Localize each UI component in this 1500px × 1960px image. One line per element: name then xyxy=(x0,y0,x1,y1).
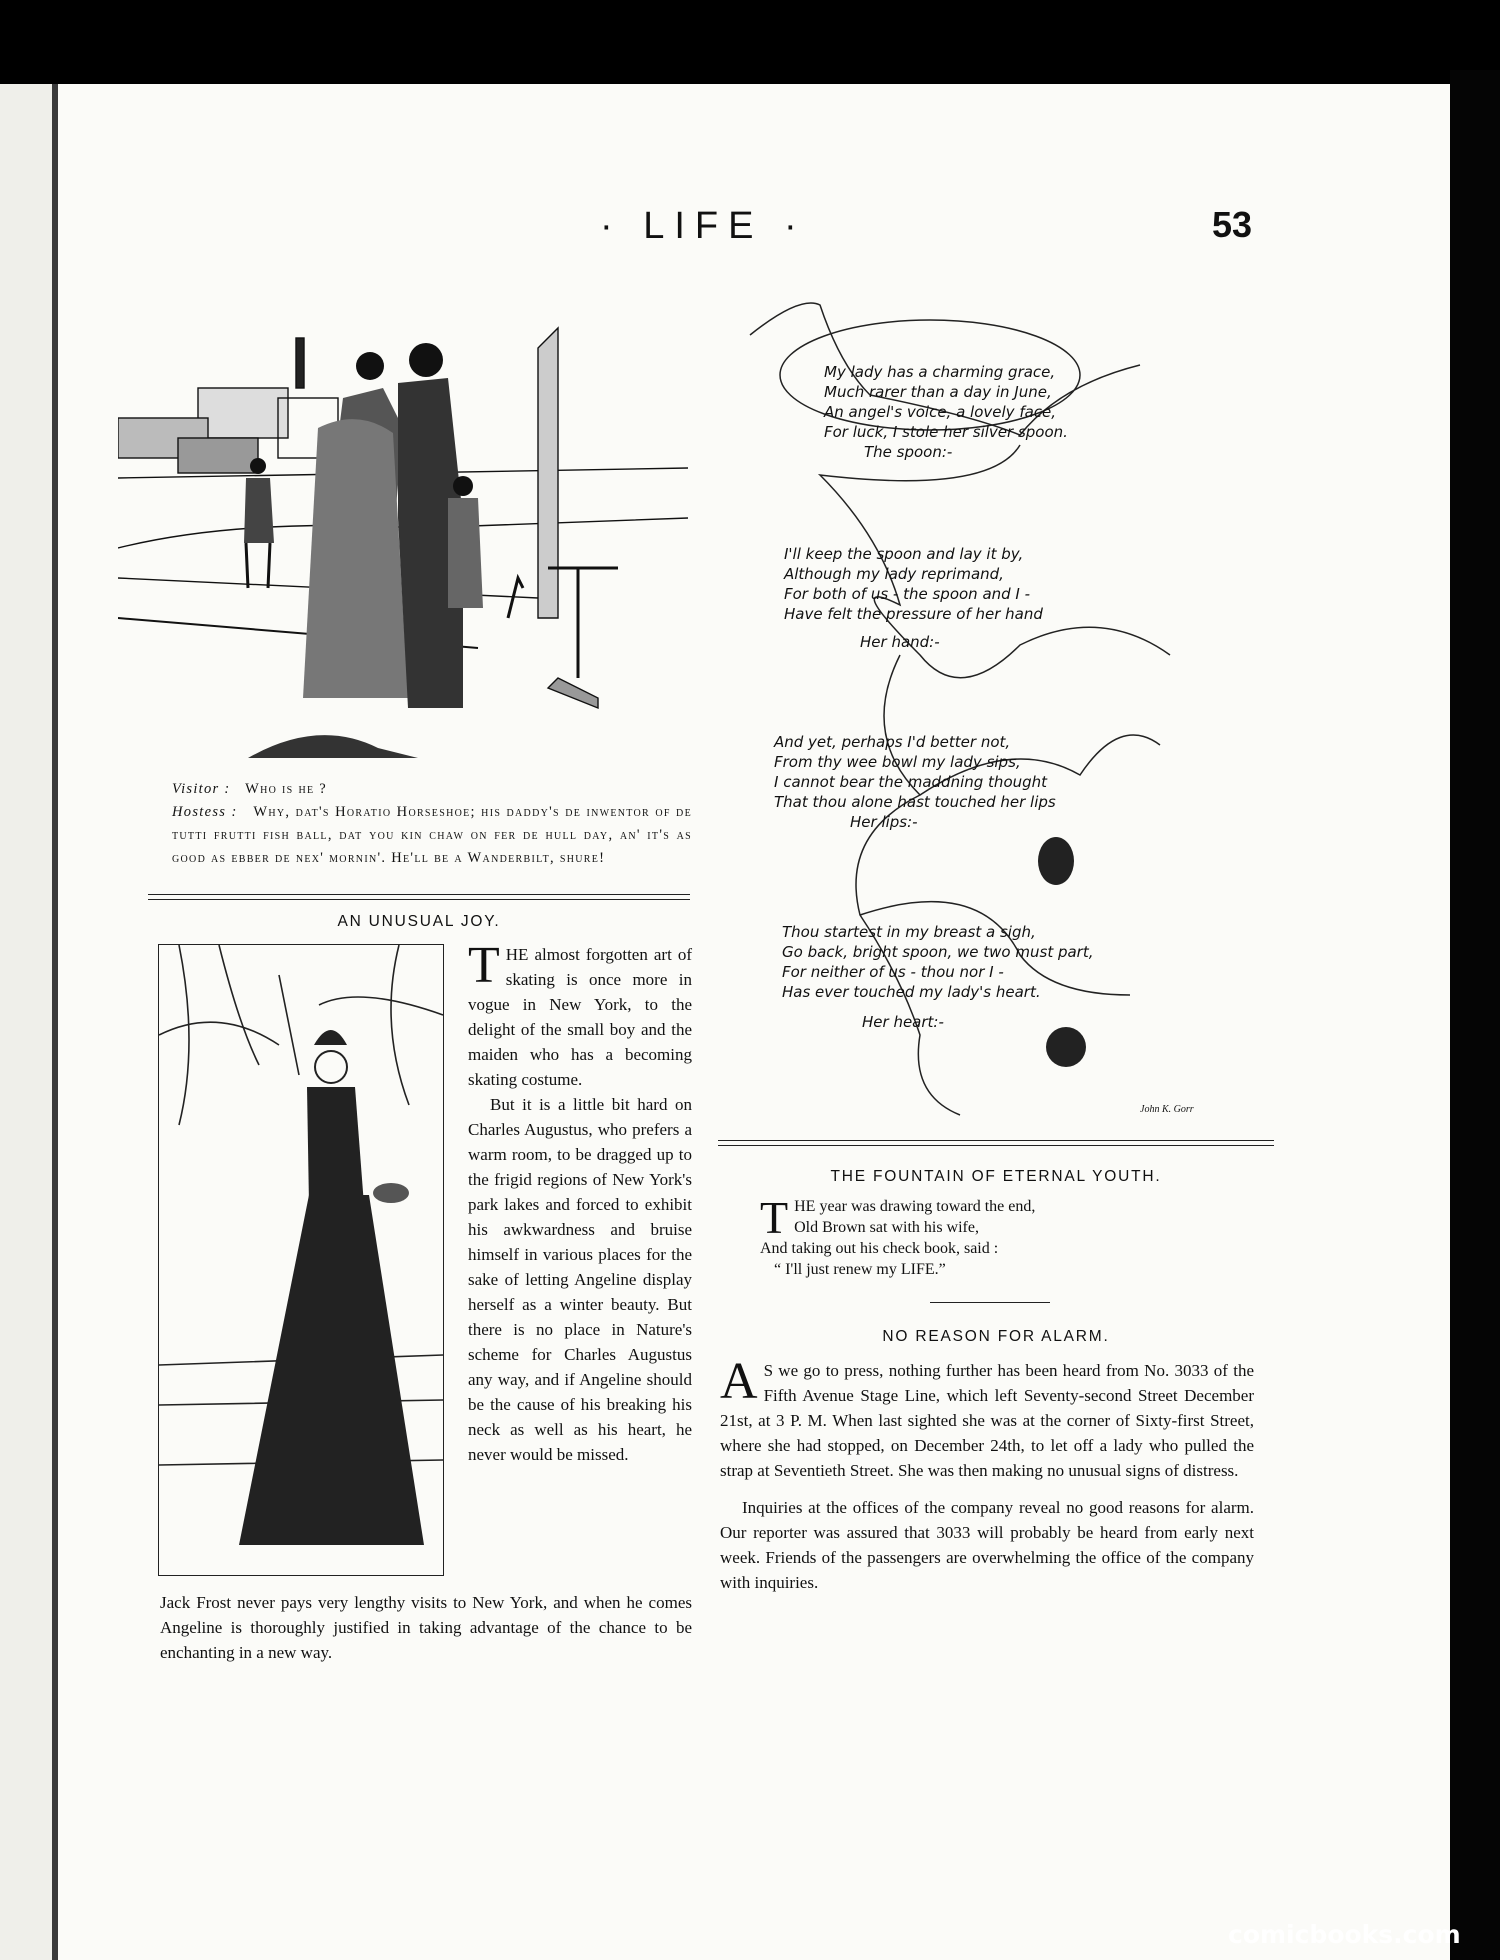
poem-stanza-3: And yet, perhaps I'd better not, From thy wee bowl my lady sips, I cannot bear the maddning thought That thou alone hast touched her lips Her lips:- xyxy=(774,733,1056,831)
hostess-text: Why, dat's Horatio Horseshoe; his daddy's de inwentor of de tutti frutti fish ball, dat you kin chaw on fer de hull day, an' it's as good as ebber de nex' mornin'. He'll be a Wanderbilt, shure! xyxy=(172,804,692,866)
fountain-line-4: “ I'll just renew my LIFE.” xyxy=(774,1261,946,1278)
cartoon-illustration-top xyxy=(118,318,690,766)
joy-paragraph-1: THE almost forgotten art of skating is once more in vogue in New York, to the delight of the small boy and the maiden who has a becoming skating costume. xyxy=(468,937,692,1089)
section-divider-small xyxy=(930,1302,1050,1303)
fountain-line-1: THE year was drawing toward the end, xyxy=(760,1192,1036,1243)
article-heading-joy: AN UNUSUAL JOY. xyxy=(337,913,501,930)
scan-border xyxy=(1450,70,1500,1960)
skating-illustration xyxy=(158,944,444,1576)
alarm-paragraph-2: Inquiries at the offices of the company reveal no good reasons for alarm. Our reporter was assured that 3033 will probably be heard from early next week. Friends of the passengers are overwhelming the office of the company with inquiries. xyxy=(720,1498,1254,1592)
masthead-title: · LIFE · xyxy=(600,205,807,247)
article-heading-fountain: THE FOUNTAIN OF ETERNAL YOUTH. xyxy=(830,1168,1162,1185)
fountain-verse xyxy=(760,1192,1190,1280)
caption-visitor-line xyxy=(172,778,692,801)
alarm-column-text xyxy=(720,1353,1254,1595)
poem-stanza-1: My lady has a charming grace, Much rarer than a day in June, An angel's voice, a lovely face, For luck, I stole her silver spoon. The spoon:- xyxy=(824,363,1068,461)
poem-stanza-4: Thou startest in my breast a sigh, Go back, bright spoon, we two must part, For neither of us - thou nor I - Has ever touched my lady's heart. Her heart:- xyxy=(782,923,1094,1031)
alarm-paragraph-1: A S we go to press, nothing further has been heard from No. 3033 of the Fifth Avenue Stage Line, which left Seventy-second Street December 21st, at 3 P. M. When last sighted she was at the corner of Sixty-first Street, where she had stopped, on December 24th, to let off a lady who pulled the strap at Seventieth Street. She was then making no unusual signs of distress. xyxy=(720,1353,1254,1480)
visitor-text: Who is he ? xyxy=(245,781,328,797)
caption-hostess-line xyxy=(172,801,692,870)
cartoon-drawing xyxy=(118,318,690,766)
artist-signature: John K. Gorr xyxy=(1140,1104,1194,1115)
fountain-drop-cap: T xyxy=(760,1192,789,1243)
poem-stanza-2: I'll keep the spoon and lay it by, Although my lady reprimand, For both of us - the spoon and I - Have felt the pressure of her hand Her hand:- xyxy=(784,545,1043,651)
joy-drop-cap: T xyxy=(468,937,500,994)
joy-paragraph-tail: Jack Frost never pays very lengthy visits to New York, and when he comes Angeline is thoroughly justified in taking advantage of the chance to be enchanting in a new way. xyxy=(160,1593,692,1662)
joy-column-text xyxy=(468,937,692,1467)
fountain-line-2: Old Brown sat with his wife, xyxy=(794,1219,979,1236)
article-heading-alarm: NO REASON FOR ALARM. xyxy=(882,1328,1110,1345)
alarm-drop-cap: A xyxy=(720,1353,758,1410)
section-divider-left xyxy=(148,894,690,900)
left-page-edge xyxy=(0,84,52,1960)
skating-drawing xyxy=(159,945,443,1575)
joy-paragraph-2: But it is a little bit hard on Charles Augustus, who prefers a warm room, to be dragged up to the frigid regions of New York's park lakes and forced to exhibit his awkwardness and bruise himself in various places for the sake of letting Angeline display herself as a winter beauty. But there is no place in Nature's scheme for Charles Augustus any way, and if Angeline should be the cause of his breaking his neck as well as his heart, he never would be missed. xyxy=(468,1095,692,1464)
cartoon-caption xyxy=(172,778,692,870)
hostess-speaker: Hostess : xyxy=(172,804,238,820)
section-divider-right xyxy=(718,1140,1274,1146)
fountain-line-3: And taking out his check book, said : xyxy=(760,1240,999,1257)
visitor-speaker: Visitor : xyxy=(172,781,231,797)
page-number: 53 xyxy=(1212,204,1253,245)
watermark-logo: comicbooks.com xyxy=(1228,1920,1461,1949)
